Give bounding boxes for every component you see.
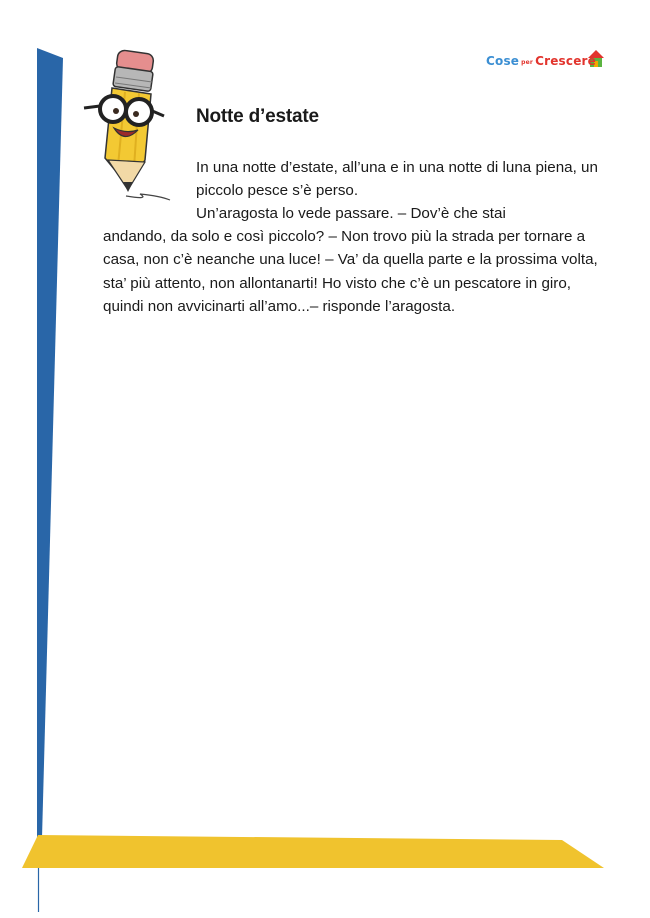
logo-word-per: per (521, 59, 534, 66)
bottom-yellow-band (22, 835, 604, 868)
logo-word-cose: Cose (486, 54, 520, 68)
brand-logo (486, 54, 596, 68)
story-title: Notte d’estate (196, 106, 319, 127)
pencil-mascot-icon (84, 50, 170, 200)
story-paragraph-2-rest: andando, da solo e così piccolo? – Non trovo più la strada per tornare a casa, non c’è neanche una luce! – Va’ da quella parte e la prossima volta, sta’ più attento, non allontanarti! Ho visto che c’è un pescatore in giro, quindi non avvicinarti all’amo...– risponde l’aragosta. (103, 228, 598, 315)
story-paragraph-1: In una notte d’estate, all’una e in una notte di luna piena, un piccolo pesce s’è perso. (196, 159, 598, 200)
left-blue-bar (37, 48, 63, 838)
logo-word-crescere: Crescere (535, 54, 596, 68)
story-paragraph-2-first-line: Un’aragosta lo vede passare. – Dov’è che stai (196, 205, 506, 222)
